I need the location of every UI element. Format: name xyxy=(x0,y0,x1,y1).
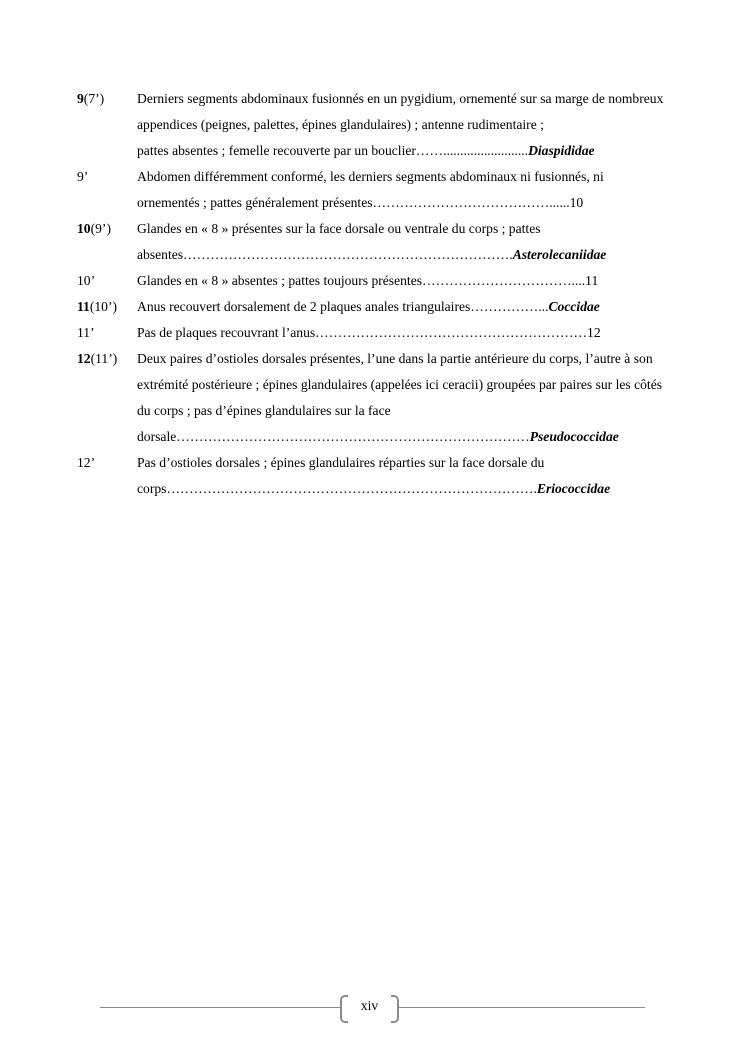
entry-last-line xyxy=(137,424,667,450)
entry-number-bold: 12 xyxy=(77,351,91,366)
entry-number-ref: 9’ xyxy=(77,169,89,184)
key-entry-12 xyxy=(77,346,667,450)
entry-text xyxy=(137,346,667,450)
entry-lead: ornementés ; pattes généralement présentes…………………………………......10 xyxy=(137,195,584,210)
entry-body: Derniers segments abdominaux fusionnés en un pygidium, ornementé sur sa marge de nombreux appendices (peignes, palettes, épines glandulaires) ; antenne rudimentaire ; xyxy=(137,91,664,132)
entry-body: Glandes en « 8 » présentes sur la face dorsale ou ventrale du corps ; pattes xyxy=(137,221,541,236)
page-footer xyxy=(100,994,645,1022)
entry-number-ref: (7’) xyxy=(83,91,105,106)
entry-lead: absentes………………………………………………………………. xyxy=(137,247,513,262)
entry-last-line xyxy=(137,294,667,320)
entry-last-line xyxy=(137,242,667,268)
key-entry-9 xyxy=(77,86,667,164)
entry-number-bold: 10 xyxy=(77,221,91,236)
identification-key xyxy=(77,86,667,502)
entry-number-bold: 11 xyxy=(77,299,90,314)
taxon-name: Asterolecaniidae xyxy=(512,247,607,262)
entry-lead: corps………………………………………………………………………. xyxy=(137,481,537,496)
entry-text xyxy=(137,86,667,164)
entry-lead: Anus recouvert dorsalement de 2 plaques anales triangulaires……………... xyxy=(137,299,549,314)
entry-text xyxy=(137,294,667,320)
key-entry-11 xyxy=(77,294,667,320)
footer-bracket-right xyxy=(391,995,399,1023)
entry-number xyxy=(77,86,137,112)
footer-rule-left xyxy=(100,1007,340,1008)
entry-body: Deux paires d’ostioles dorsales présentes, l’une dans la partie antérieure du corps, l’autre à son extrémité postérieure ; épines glandulaires (appelées ici ceracii) groupées par paires sur les côtés du corps ; pas d’épines glandulaires sur la face xyxy=(137,351,663,418)
entry-text xyxy=(137,216,667,268)
entry-number-ref: 11’ xyxy=(77,325,95,340)
entry-number-ref: 12’ xyxy=(77,455,96,470)
entry-number xyxy=(77,216,137,242)
entry-number-ref: 10’ xyxy=(77,273,96,288)
entry-number xyxy=(77,164,137,190)
key-entry-11-prime xyxy=(77,320,667,346)
entry-number-bold: 9 xyxy=(77,91,84,106)
entry-number xyxy=(77,346,137,372)
entry-lead: dorsale…………………………………………………………………… xyxy=(137,429,530,444)
entry-lead: pattes absentes ; femelle recouverte par un bouclier……......................... xyxy=(137,143,529,158)
entry-number-ref: (9’) xyxy=(90,221,111,236)
entry-text xyxy=(137,268,667,294)
entry-body: Abdomen différemment conformé, les derniers segments abdominaux ni fusionnés, ni xyxy=(137,169,604,184)
entry-body: Pas d’ostioles dorsales ; épines glandulaires réparties sur la face dorsale du xyxy=(137,455,545,470)
key-entry-10-prime xyxy=(77,268,667,294)
entry-text xyxy=(137,320,667,346)
entry-number xyxy=(77,294,137,320)
page-number: xiv xyxy=(360,998,379,1013)
entry-last-line xyxy=(137,268,667,294)
entry-lead: Glandes en « 8 » absentes ; pattes toujours présentes……………………………....11 xyxy=(137,273,599,288)
entry-number xyxy=(77,450,137,476)
entry-last-line xyxy=(137,190,667,216)
entry-number xyxy=(77,268,137,294)
entry-lead: Pas de plaques recouvrant l’anus……………………………………………………12 xyxy=(137,325,601,340)
key-entry-9-prime xyxy=(77,164,667,216)
entry-text xyxy=(137,450,667,502)
entry-number-ref: (11’) xyxy=(90,351,118,366)
taxon-name: Pseudococcidae xyxy=(529,429,619,444)
entry-last-line xyxy=(137,476,667,502)
entry-last-line xyxy=(137,320,667,346)
taxon-name: Eriococcidae xyxy=(536,481,611,496)
footer-bracket-left xyxy=(340,995,348,1023)
key-entry-10 xyxy=(77,216,667,268)
entry-last-line xyxy=(137,138,667,164)
key-entry-12-prime xyxy=(77,450,667,502)
entry-number-ref: (10’) xyxy=(89,299,118,314)
entry-text xyxy=(137,164,667,216)
taxon-name: Coccidae xyxy=(548,299,600,314)
footer-rule-right xyxy=(398,1007,645,1008)
taxon-name: Diaspididae xyxy=(528,143,595,158)
entry-number xyxy=(77,320,137,346)
